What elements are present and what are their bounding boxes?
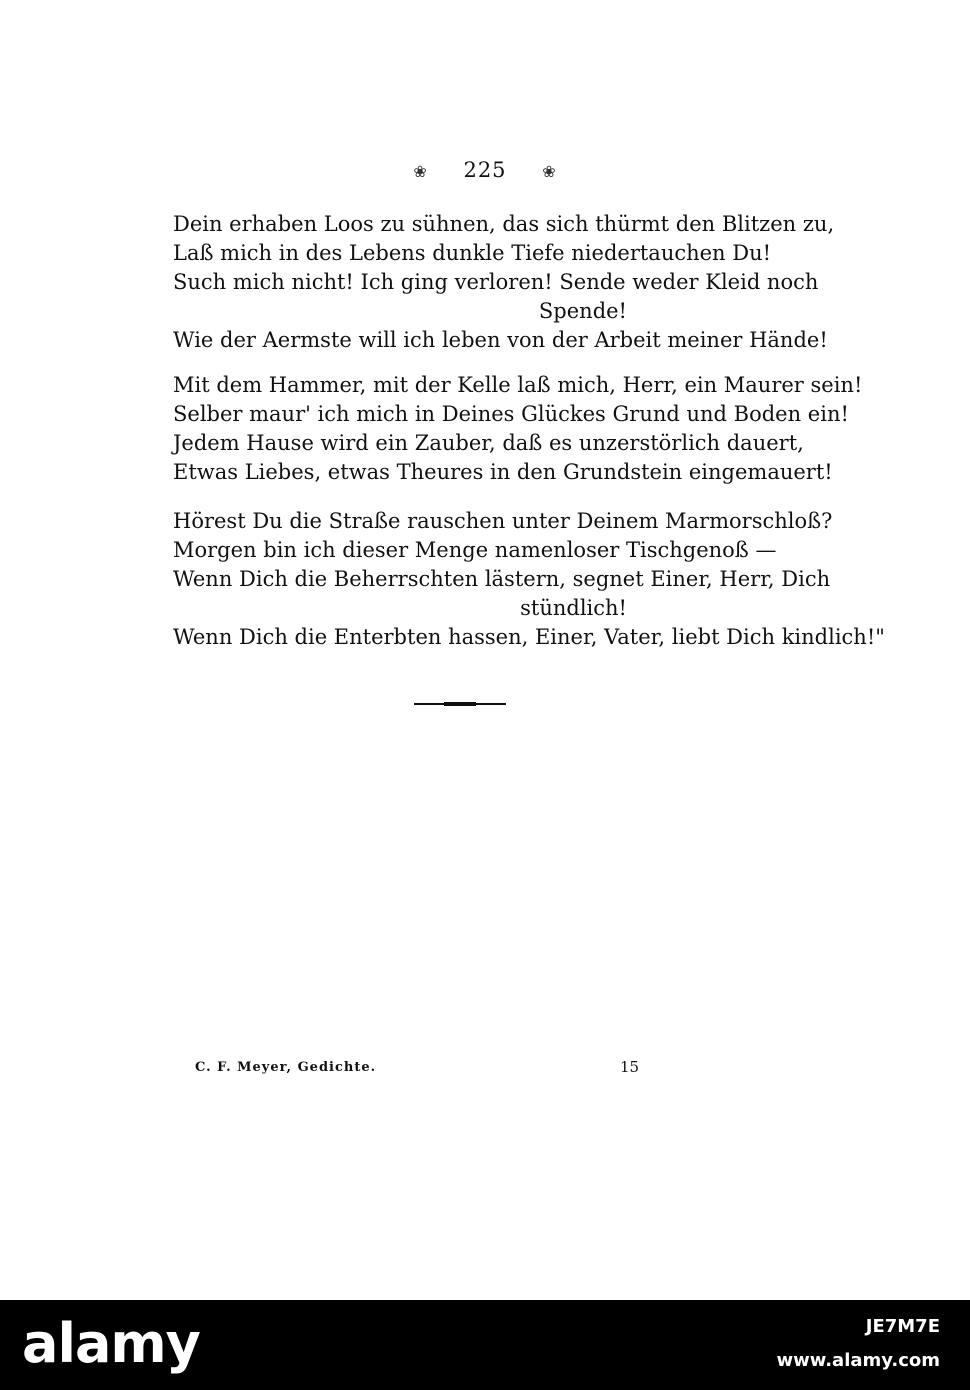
- stock-watermark-bar: [0, 1300, 970, 1390]
- verse-line: Selber maur' ich mich in Deines Glückes Grund und Boden ein!: [173, 402, 849, 426]
- ornament-right-icon: ❀: [542, 162, 557, 181]
- verse-line: Wenn Dich die Beherrschten lästern, segnet Einer, Herr, Dich: [173, 567, 831, 591]
- verse-line: Mit dem Hammer, mit der Kelle laß mich, Herr, ein Maurer sein!: [173, 373, 863, 397]
- verse-line: Hörest Du die Straße rauschen unter Deinem Marmorschloß?: [173, 509, 833, 533]
- stanza-1: [173, 210, 835, 355]
- verse-line: Such mich nicht! Ich ging verloren! Sende weder Kleid noch: [173, 270, 819, 294]
- stock-image-code: JE7M7E: [865, 1316, 940, 1337]
- stanza-3: [173, 507, 885, 652]
- end-ornament-rule: [414, 703, 506, 705]
- page-header: [0, 158, 970, 182]
- verse-line: Laß mich in des Lebens dunkle Tiefe niedertauchen Du!: [173, 241, 772, 265]
- verse-line: Dein erhaben Loos zu sühnen, das sich thürmt den Blitzen zu,: [173, 212, 835, 236]
- verse-line: Wenn Dich die Enterbten hassen, Einer, Vater, liebt Dich kindlich!": [173, 625, 885, 649]
- stanza-2: [173, 371, 863, 487]
- footer-sheet-number: 15: [620, 1058, 640, 1076]
- stock-url: www.alamy.com: [776, 1350, 940, 1371]
- verse-line: Etwas Liebes, etwas Theures in den Grundstein eingemauert!: [173, 460, 833, 484]
- verse-line-continuation: stündlich!: [520, 596, 627, 620]
- verse-line-continuation: Spende!: [538, 299, 627, 323]
- stock-logo: alamy: [22, 1312, 200, 1375]
- verse-line: Wie der Aermste will ich leben von der Arbeit meiner Hände!: [173, 328, 828, 352]
- footer-signature: C. F. Meyer, Gedichte.: [195, 1060, 377, 1075]
- page-number: 225: [463, 158, 507, 182]
- verse-line: Jedem Hause wird ein Zauber, daß es unzerstörlich dauert,: [173, 431, 804, 455]
- ornament-left-icon: ❀: [413, 162, 428, 181]
- verse-line: Morgen bin ich dieser Menge namenloser Tischgenoß —: [173, 538, 777, 562]
